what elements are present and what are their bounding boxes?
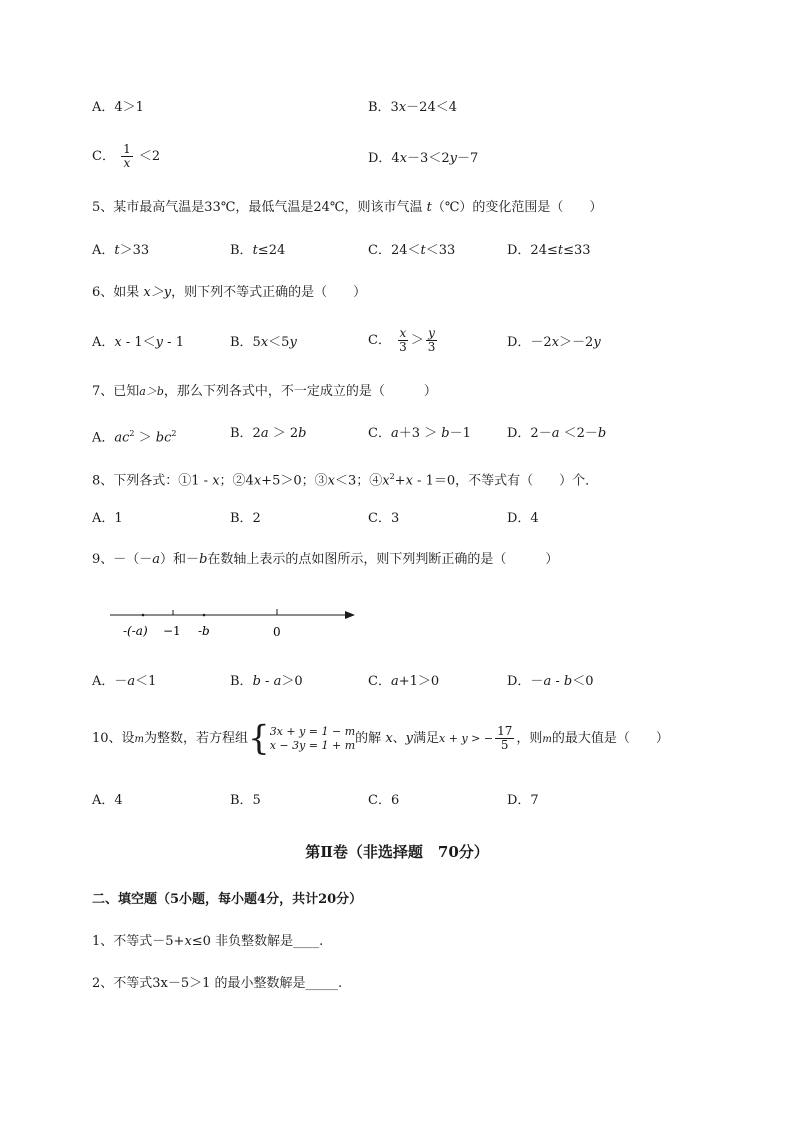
fill-question-2: 2、不等式3x－5＞1 的最小整数解是_____. [92,976,343,991]
part2-title: 第Ⅱ卷（非选择题 70分） [305,843,489,861]
q5-option-b: B．t≤24 [230,243,286,258]
q8-option-c: C．3 [368,511,400,526]
q6-option-b: B．5x＜5y [230,335,297,350]
q5-option-d: D．24≤t≤33 [507,243,591,258]
q7-option-c: C．a＋3 ＞ b－1 [368,426,471,441]
point-neg-neg-a [142,614,145,617]
q9-option-d: D．－a - b＜0 [507,674,594,689]
q9-option-b: B．b - a＞0 [230,674,303,689]
q10-option-a: A．4 [92,793,123,808]
label-neg-1: −1 [163,624,181,638]
q6-option-a: A．x - 1＜y - 1 [92,335,184,350]
q7-stem: 7、已知a＞b，那么下列各式中，不一定成立的是（ ） [92,384,437,399]
q8-option-d: D．4 [507,511,539,526]
q8-stem: 8、下列各式：①1 - x；②4x+5＞0；③x＜3；$④x^2+x - 1=0$，不等式有（ ）个． [92,472,599,489]
point-neg-b [203,614,206,617]
q6-stem: 6、如果 x＞y，则下列不等式正确的是（ ） [92,285,367,300]
q10-equation-system: 3x + y = 1 − m x − 3y = 1 + m [269,724,356,752]
q8-option-b: B．2 [230,511,261,526]
q6-option-c: C． $\frac{x}{3}$ ＞ $\frac{y}{3}$ [368,326,436,354]
q4-option-d: D．4x－3＜2y－7 [368,151,479,166]
q8-option-a: A．1 [92,511,123,526]
q10-option-c: C．6 [368,793,400,808]
q7-option-a: A．$ac^2 > bc^2$ [92,429,177,446]
q4-option-c: C． $\frac{1}{x}$ ＜2 [92,142,161,170]
label-zero: 0 [273,625,281,639]
q5-option-c: C．24＜t＜33 [368,243,456,258]
q10-option-b: B．5 [230,793,261,808]
q7-option-d: D．2－a ＜2－b [507,426,607,441]
q5-option-a: A．t＞33 [92,243,150,258]
q6-option-d: D．－2x＞－2y [507,335,601,350]
q7-option-b: B．2a ＞ 2b [230,426,307,441]
number-line-figure [105,600,365,645]
fill-question-1: 1、不等式－5+x≤0 非负整数解是____. [92,934,324,949]
label-neg-b: -b [198,624,210,638]
q10-brace: { [248,718,270,759]
q4-c-fraction: $\frac{1}{x}$ [123,142,131,170]
q4-option-b: B．3x－24＜4 [368,100,457,115]
q10-fraction: $\frac{17}{5}$ [497,724,513,752]
q10-option-d: D．7 [507,793,539,808]
q5-stem: 5、某市最高气温是33℃，最低气温是24℃，则该市气温 t（℃）的变化范围是（ ） [92,200,603,215]
q10-stem: 10、设m为整数，若方程组{ 3x + y = 1 − m x − 3y = 1 + m 的解 x、y满足x + y > − $\frac{17}{5}$ ，则m的最大值是（ ） [92,718,669,759]
q4-option-a: A．4＞1 [92,100,144,115]
q9-stem: 9、－（－a）和－b在数轴上表示的点如图所示，则下列判断正确的是（ ） [92,552,559,567]
label-neg-neg-a: -(-a) [123,624,148,638]
q9-option-a: A．－a＜1 [92,674,157,689]
q6-c-fraction-left: $\frac{x}{3}$ [399,326,407,354]
q6-c-fraction-right: $\frac{y}{3}$ [427,326,436,354]
q9-option-c: C．a+1＞0 [368,674,440,689]
section-fill-in-heading: 二、填空题（5小题，每小题4分，共计20分） [92,892,363,907]
number-line-arrow [345,611,355,619]
